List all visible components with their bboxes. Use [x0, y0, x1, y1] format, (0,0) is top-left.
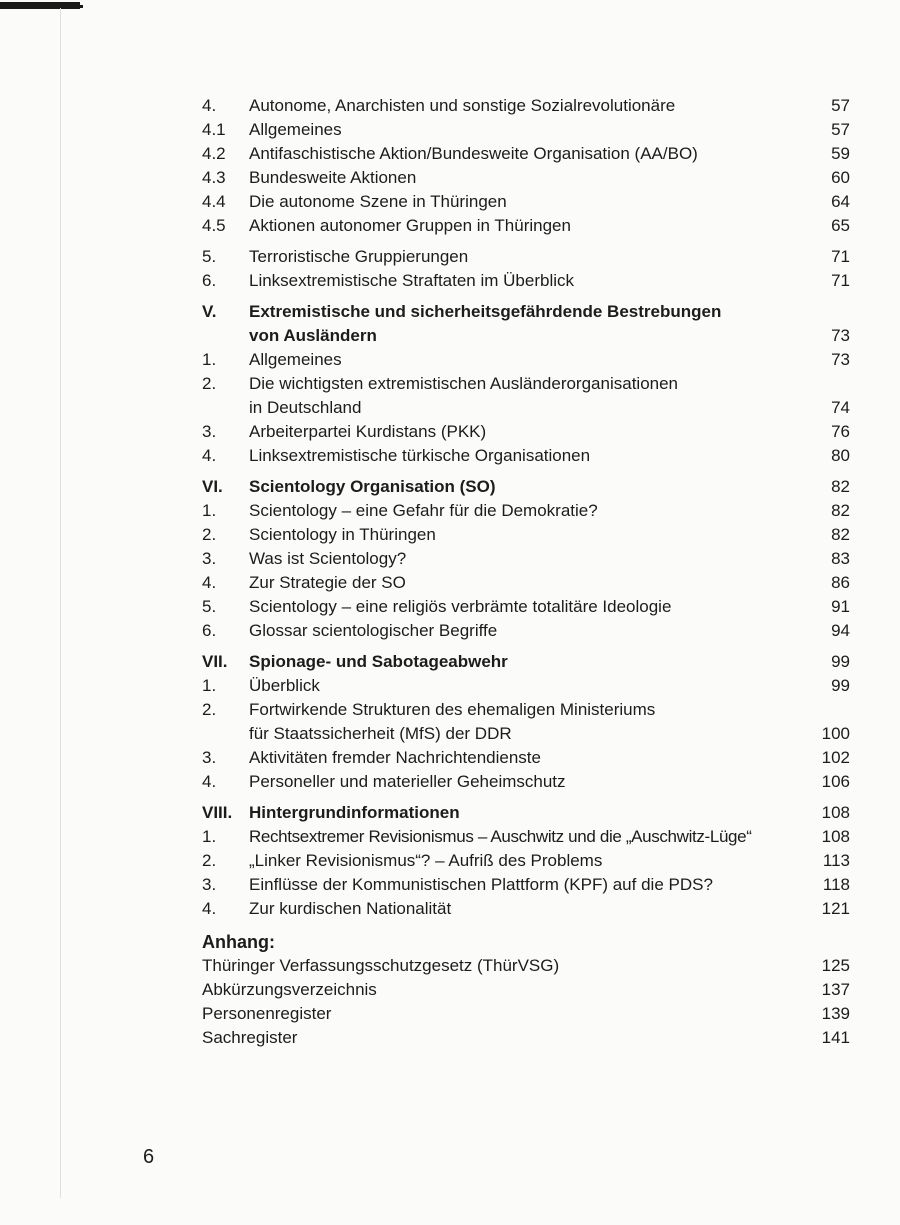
- toc-entry-page: 73: [831, 350, 850, 369]
- toc-entry-title: Die wichtigsten extremistischen Ausländerorganisationen: [249, 374, 679, 393]
- toc-entry: [202, 499, 850, 523]
- scan-corner-mark: [0, 2, 80, 9]
- toc-entry-number: 4.: [202, 899, 217, 918]
- toc-entry-title: Zur Strategie der SO: [249, 573, 406, 592]
- toc-entry-page: 82: [831, 525, 850, 544]
- toc-entry-title: Bundesweite Aktionen: [249, 168, 417, 187]
- toc-entry-page: 57: [831, 120, 850, 139]
- toc-entry-page: 83: [831, 549, 850, 568]
- toc-entry-number: 1.: [202, 827, 217, 846]
- toc-entry: [202, 420, 850, 444]
- toc-entry-title: Die autonome Szene in Thüringen: [249, 192, 507, 211]
- toc-entry-page: 102: [821, 748, 850, 767]
- toc-entry-number: 4.5: [202, 216, 226, 235]
- toc-entry-number: 2.: [202, 700, 217, 719]
- toc-entry-page: 82: [831, 501, 850, 520]
- toc-entry-number: 3.: [202, 748, 217, 767]
- toc-entry-number: 4.: [202, 772, 217, 791]
- toc-entry-title: Scientology in Thüringen: [249, 525, 436, 544]
- toc-chapter-title: Scientology Organisation (SO): [249, 477, 496, 496]
- toc-entry: [202, 873, 850, 897]
- scan-page-edge: [60, 8, 61, 1198]
- toc-entry-page: 71: [831, 271, 850, 290]
- toc-chapter-number: VIII.: [202, 803, 233, 822]
- appendix-entry-title: Sachregister: [202, 1028, 298, 1047]
- toc-entry-title: Scientology – eine Gefahr für die Demokratie?: [249, 501, 598, 520]
- toc-entry-page: 121: [821, 899, 850, 918]
- toc-entry-number: 4.: [202, 96, 217, 115]
- toc-entry-page: 86: [831, 573, 850, 592]
- toc-entry: [202, 722, 850, 746]
- appendix-entry-title: Abkürzungsverzeichnis: [202, 980, 377, 999]
- toc-entry-page: 74: [831, 398, 850, 417]
- appendix-entry-page: 125: [821, 956, 850, 975]
- toc-entry-title: Arbeiterpartei Kurdistans (PKK): [249, 422, 487, 441]
- toc-entry: [202, 214, 850, 238]
- toc-entry-number: 3.: [202, 549, 217, 568]
- toc-entry-page: 94: [831, 621, 850, 640]
- toc-entry-title: Einflüsse der Kommunistischen Plattform (KPF) auf die PDS?: [249, 875, 713, 894]
- toc-entry-page: 99: [831, 676, 850, 695]
- toc-entry-number: 2.: [202, 374, 217, 393]
- toc-entry: [202, 166, 850, 190]
- toc-entry: [202, 444, 850, 468]
- toc-entry-title: für Staatssicherheit (MfS) der DDR: [249, 724, 512, 743]
- toc-entry-page: 106: [821, 772, 850, 791]
- toc-entry-number: 1.: [202, 350, 217, 369]
- toc-chapter-title: Extremistische und sicherheitsgefährdende Bestrebungen: [249, 302, 722, 321]
- toc-entry: [202, 770, 850, 794]
- appendix-entry-page: 139: [821, 1004, 850, 1023]
- toc-chapter-heading: [202, 475, 850, 499]
- toc-entry-title: Was ist Scientology?: [249, 549, 407, 568]
- toc-entry-page: 91: [831, 597, 850, 616]
- toc-entry: [202, 269, 850, 293]
- toc-chapter-heading-continued: [202, 324, 850, 348]
- toc-entry: [202, 595, 850, 619]
- toc-entry-number: 2.: [202, 525, 217, 544]
- toc-entry-page: 113: [822, 851, 850, 870]
- toc-entry-page: 82: [831, 477, 850, 496]
- toc-entry: [202, 142, 850, 166]
- toc-entry-title: Aktionen autonomer Gruppen in Thüringen: [249, 216, 571, 235]
- toc-chapter-heading: [202, 801, 850, 825]
- toc-entry-page: 65: [831, 216, 850, 235]
- toc-entry-page: 99: [831, 652, 850, 671]
- toc-entry: [202, 396, 850, 420]
- toc-entry-number: 3.: [202, 422, 217, 441]
- toc-entry-page: 59: [831, 144, 850, 163]
- toc-entry-title: „Linker Revisionismus“? – Aufriß des Problems: [249, 851, 603, 870]
- toc-entry-title: Linksextremistische Straftaten im Überblick: [249, 271, 575, 290]
- toc-entry-page: 118: [822, 875, 850, 894]
- toc-entry: [202, 118, 850, 142]
- appendix-entry-page: 137: [821, 980, 850, 999]
- toc-entry-number: 4.1: [202, 120, 226, 139]
- toc-entry: [202, 571, 850, 595]
- toc-entry: [202, 825, 850, 849]
- toc-entry: [202, 698, 850, 722]
- toc-entry: [202, 849, 850, 873]
- appendix-entry: [202, 1002, 850, 1026]
- toc-entry-title: Zur kurdischen Nationalität: [249, 899, 452, 918]
- toc-entry: [202, 190, 850, 214]
- toc-entry-page: 73: [831, 326, 850, 345]
- toc-chapter-title: Hintergrundinformationen: [249, 803, 460, 822]
- toc-entry-page: 57: [831, 96, 850, 115]
- page-number: 6: [143, 1146, 155, 1168]
- toc-entry: [202, 245, 850, 269]
- toc-entry-title: Rechtsextremer Revisionismus – Auschwitz und die „Auschwitz-Lüge“: [249, 827, 752, 846]
- toc-entry: [202, 674, 850, 698]
- toc-entry-number: 6.: [202, 621, 217, 640]
- toc-entry: [202, 619, 850, 643]
- appendix-entry-title: Thüringer Verfassungsschutzgesetz (ThürVSG): [202, 956, 560, 975]
- toc-entry-number: 3.: [202, 875, 217, 894]
- toc-chapter-title: von Ausländern: [249, 326, 377, 345]
- toc-entry-page: 80: [831, 446, 850, 465]
- toc-entry-title: Glossar scientologischer Begriffe: [249, 621, 498, 640]
- toc-entry-number: 1.: [202, 501, 217, 520]
- toc-entry-title: in Deutschland: [249, 398, 362, 417]
- toc-chapter-title: Spionage- und Sabotageabwehr: [249, 652, 508, 671]
- toc-entry-title: Allgemeines: [249, 350, 342, 369]
- toc-entry: [202, 746, 850, 770]
- toc-entry-page: 108: [821, 803, 850, 822]
- toc-entry-title: Terroristische Gruppierungen: [249, 247, 469, 266]
- toc-entry-number: 6.: [202, 271, 217, 290]
- toc-entry-number: 4.: [202, 446, 217, 465]
- toc-entry-number: 4.4: [202, 192, 226, 211]
- toc-entry-page: 100: [821, 724, 850, 743]
- toc-chapter-number: VII.: [202, 652, 228, 671]
- appendix-entry: [202, 1026, 850, 1050]
- toc-entry-title: Personeller und materieller Geheimschutz: [249, 772, 566, 791]
- toc-entry: [202, 547, 850, 571]
- toc-entry-number: 4.2: [202, 144, 226, 163]
- table-of-contents: [202, 94, 850, 1050]
- toc-entry-number: 4.: [202, 573, 217, 592]
- toc-entry: [202, 523, 850, 547]
- toc-entry-title: Allgemeines: [249, 120, 342, 139]
- toc-entry-number: 2.: [202, 851, 217, 870]
- toc-chapter-heading: [202, 300, 850, 324]
- toc-entry-number: 4.3: [202, 168, 226, 187]
- toc-chapter-heading: [202, 650, 850, 674]
- toc-entry-number: 5.: [202, 247, 217, 266]
- toc-entry-title: Fortwirkende Strukturen des ehemaligen Ministeriums: [249, 700, 656, 719]
- toc-entry-page: 64: [831, 192, 850, 211]
- toc-entry-title: Scientology – eine religiös verbrämte totalitäre Ideologie: [249, 597, 672, 616]
- toc-entry: [202, 94, 850, 118]
- toc-entry-title: Aktivitäten fremder Nachrichtendienste: [249, 748, 541, 767]
- toc-chapter-number: V.: [202, 302, 217, 321]
- toc-entry-title: Antifaschistische Aktion/Bundesweite Organisation (AA/BO): [249, 144, 698, 163]
- toc-entry: [202, 372, 850, 396]
- toc-chapter-number: VI.: [202, 477, 223, 496]
- toc-entry: [202, 348, 850, 372]
- toc-entry-title: Linksextremistische türkische Organisationen: [249, 446, 591, 465]
- appendix-entry-page: 141: [821, 1028, 850, 1047]
- toc-entry-page: 108: [821, 827, 850, 846]
- toc-entry-page: 76: [831, 422, 850, 441]
- appendix-entry: [202, 954, 850, 978]
- toc-entry-number: 1.: [202, 676, 217, 695]
- toc-entry-page: 71: [831, 247, 850, 266]
- appendix-heading: Anhang:: [202, 932, 275, 952]
- appendix-entry: [202, 978, 850, 1002]
- toc-entry-title: Überblick: [249, 676, 320, 695]
- toc-entry-number: 5.: [202, 597, 217, 616]
- toc-entry-title: Autonome, Anarchisten und sonstige Sozialrevolutionäre: [249, 96, 676, 115]
- appendix-entry-title: Personenregister: [202, 1004, 332, 1023]
- toc-entry: [202, 897, 850, 921]
- toc-entry-page: 60: [831, 168, 850, 187]
